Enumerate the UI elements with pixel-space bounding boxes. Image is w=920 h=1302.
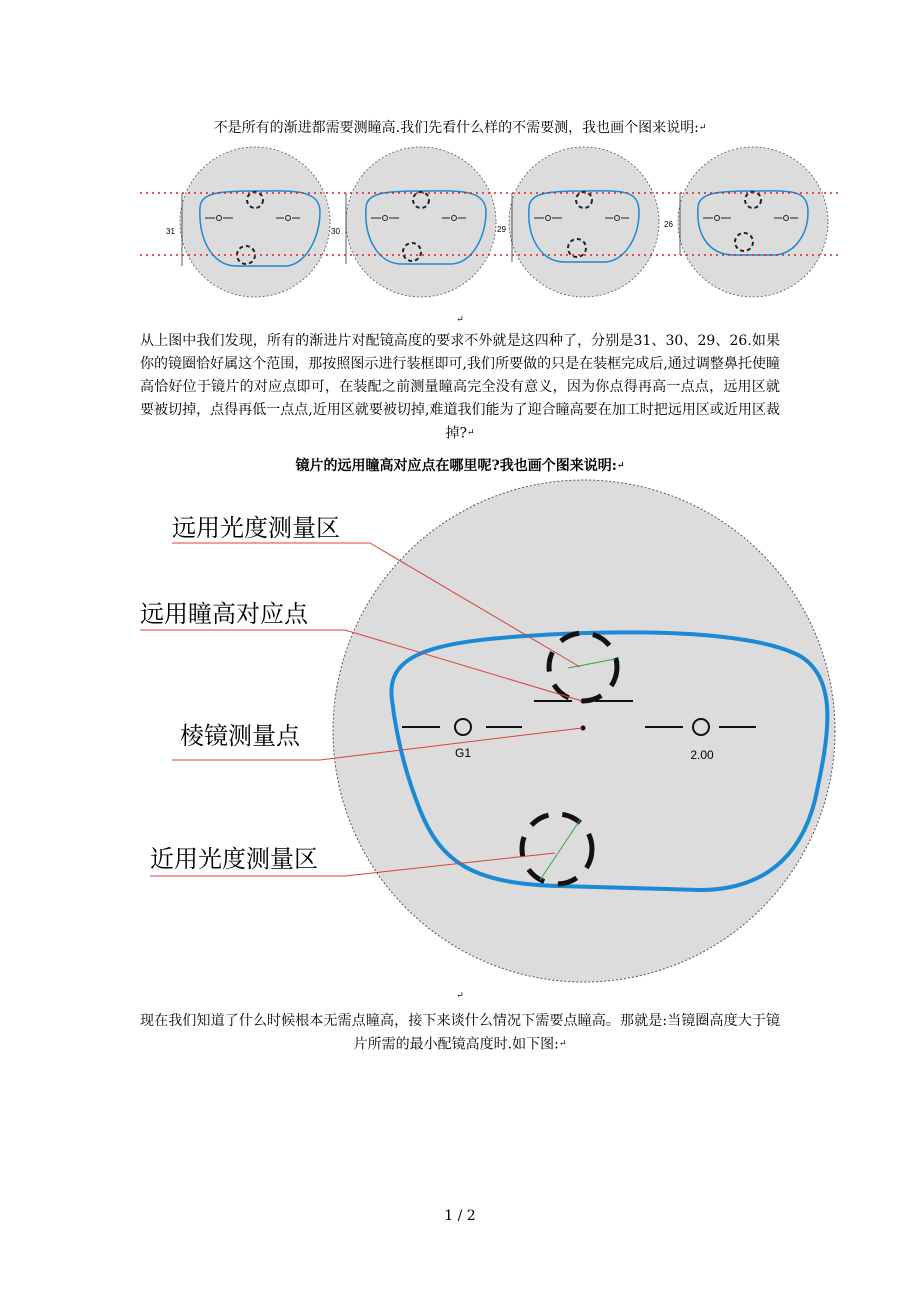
paragraph-mark-icon: ↵: [698, 123, 707, 133]
paragraph-mark-icon: ↵: [558, 1039, 567, 1049]
height-label-29: 29: [497, 225, 506, 234]
page-number: 1 / 2: [444, 1208, 476, 1224]
g1-label: G1: [454, 746, 472, 760]
near-zone-label: 近用光度测量区: [150, 845, 318, 873]
conclusion-text: 现在我们知道了什么时候根本无需点瞳高，接下来谈什么情况下需要点瞳高。那就是:当镜圈高度大于镜片所需的最小配镜高度时.如下图:: [140, 1013, 780, 1053]
height-label-31: 31: [166, 227, 175, 236]
intro-text: 不是所有的渐进都需要测瞳高.我们先看什么样的不需要测，我也画个图来说明:: [213, 120, 699, 136]
paragraph-mark-icon: ↵: [466, 428, 475, 438]
figure2-heading-text: 镜片的远用瞳高对应点在哪里呢?我也画个图来说明:: [295, 458, 617, 474]
conclusion-paragraph: [140, 1010, 780, 1057]
far-pupil-label: 远用瞳高对应点: [140, 600, 308, 628]
paragraph-mark-icon: ↵: [456, 315, 464, 325]
explanation-text: 从上图中我们发现，所有的渐进片对配镜高度的要求不外就是这四种了，分别是31、30、29、26.如果你的镜圈恰好属这个范围，那按照图示进行装框即可,我们所要做的只是在装框完成后,通过调整鼻托使瞳高恰好位于镜片的对应点即可，在装配之前测量瞳高完全没有意义，因为你点得再高一点点，远用区就要被切掉，点得再低一点点,近用区就要被切掉,难道我们能为了迎合瞳高要在加工时把远用区或近用区裁掉?: [140, 333, 780, 442]
height-label-26: 26: [664, 220, 673, 229]
height-label-30: 30: [331, 227, 340, 236]
figure2-paragraph-mark: [0, 988, 920, 1004]
power-label: 2.00: [690, 748, 714, 762]
paragraph-mark-icon: ↵: [456, 991, 464, 1001]
paragraph-mark-icon: ↵: [616, 461, 625, 471]
far-zone-label: 远用光度测量区: [172, 514, 340, 542]
prism-point-label: 棱镜测量点: [180, 722, 300, 750]
lens-blank: [333, 480, 835, 982]
